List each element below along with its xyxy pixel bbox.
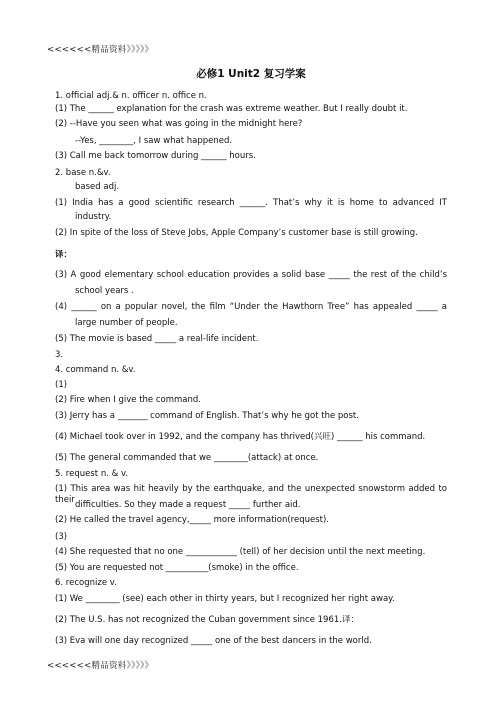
- exercise-line: (5) You are requested not __________(smoke) in the office.: [55, 563, 299, 573]
- exercise-line: (1) We ________ (see) each other in thirty years, but I recognized her right away.: [55, 594, 395, 604]
- exercise-line: --Yes, ________, I saw what happened.: [75, 136, 233, 146]
- exercise-line: (3) Eva will one day recognized _____ one of the best dancers in the world.: [55, 636, 372, 646]
- exercise-line: (1) India has a good scientific research ______. That’s why it is home to advanced IT: [55, 198, 447, 208]
- exercise-line: difficulties. So they made a request _____ further aid.: [75, 500, 301, 510]
- exercise-line: (2) He called the travel agency,_____ more information(request).: [55, 515, 330, 525]
- page-footer: <<<<<<精品资料》》》》》: [47, 661, 154, 671]
- exercise-line: (4) Michael took over in 1992, and the company has thrived(兴旺) ______ his command.: [55, 432, 426, 442]
- exercise-line: (5) The movie is based _____ a real-life incident.: [55, 334, 259, 344]
- exercise-line: (3) A good elementary school education provides a solid base _____ the rest of the child’s: [55, 270, 447, 280]
- exercise-line: 1. official adj.& n. officer n. office n.: [55, 91, 207, 101]
- exercise-line: (2) In spite of the loss of Steve Jobs, Apple Company’s customer base is still growing.: [55, 228, 418, 238]
- exercise-line: (2) The U.S. has not recognized the Cuban government since 1961.译：: [55, 615, 359, 625]
- exercise-line: 2. base n.&v.: [55, 168, 111, 178]
- exercise-line: (4) ______ on a popular novel, the film “Under the Hawthorn Tree” has appealed _____ a: [55, 302, 447, 312]
- exercise-line: (3) Call me back tomorrow during ______ hours.: [55, 151, 256, 161]
- page-header: <<<<<<精品资料》》》》》: [47, 45, 154, 55]
- page-title: 必修1 Unit2 复习学案: [196, 68, 306, 80]
- exercise-line: (1) This area was hit heavily by the earthquake, and the unexpected snowstorm added to their: [55, 484, 447, 505]
- exercise-line: school years .: [75, 286, 134, 296]
- exercise-line: (2) Fire when I give the command.: [55, 395, 201, 405]
- exercise-line: (4) She requested that no one ____________ (tell) of her decision until the next meeting.: [55, 547, 426, 557]
- exercise-line: 6. recognize v.: [55, 578, 117, 588]
- exercise-line: (1): [55, 380, 68, 390]
- exercise-line: 3.: [55, 350, 64, 360]
- exercise-line: (3): [55, 532, 68, 542]
- exercise-line: 5. request n. & v.: [55, 469, 129, 479]
- exercise-line: (3) Jerry has a _______ command of English. That’s why he got the post.: [55, 411, 359, 421]
- exercise-line: 4. command n. &v.: [55, 365, 136, 375]
- exercise-line: industry.: [75, 212, 112, 222]
- exercise-line: based adj.: [75, 182, 120, 192]
- exercise-line: (5) The general commanded that we ________(attack) at once.: [55, 453, 319, 463]
- exercise-line: (1) The ______ explanation for the crash was extreme weather. But I really doubt it.: [55, 104, 408, 114]
- exercise-line: large number of people.: [75, 318, 178, 328]
- exercise-line: (2) --Have you seen what was going in the midnight here?: [55, 119, 303, 129]
- exercise-line: 译：: [55, 250, 73, 260]
